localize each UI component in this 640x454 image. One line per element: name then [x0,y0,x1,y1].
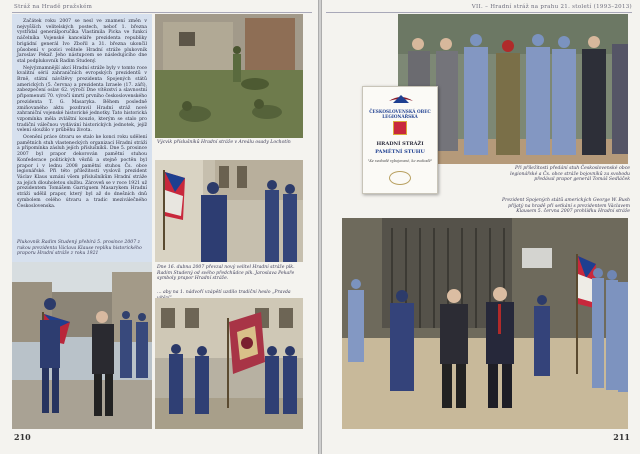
paragraph: Nejvýznamnější akcí Hradní stráže byly v tomto roce kvalitní sérií zahraničních evropských prezidentů v Brně, státní návštěvy prezidenta Spojených států amerických (5. června) a prezidenta Izraele (17. září), zabezpečení oslav 62. výročí Dne vítězství a slavnostní připomenutí 70. výročí úmrtí prvního československého prezidenta T. G. Masaryka. Během posledně zmiňovaného aktu pozdravil Hradní stráž nové zahraniční vojenské historické jednotky. Tato historická vzpomínka měla zvláštní kouzlo, kterým se stalo pro tradiční válečnou vydávání historických jednotek, jejíž velení sloužilo v průběhu života. [17,65,147,134]
photo-courtyard-flag [155,298,303,429]
caption-left-photo: Plukovník Radim Studený přebírá 5. prosince 2007 z rukou prezidenta Václava Klause repliku historického praporu Hradní stráže z roku 1921 [17,240,142,257]
caption-mid-photo-2: … aby na 1. nádvoří vzápětí uzdilo tradiční heslo „Pravda [157,290,291,295]
right-page [322,0,640,454]
shield-icon [393,121,407,135]
paragraph: Ocenění práce útvaru se stalo ke konci roku udělení pamětních stuh vlasteneckých organizací Hradní stráži a připomínka zásluh jejích příslušníků. Dne 5. prosince 2007 byl prapor dekorován pamětní stuhou Konfederace politických vězňů a stejně poctěn byl prapor i v lednu 2008 pamětní stuhou Čs. obce legionářské. Při této příležitosti vyslovil prezident Václav Klaus uznání všem příslušníkům Hradní stráže za jejich dlouholetou službu. Zároveň se v roce 1921 už prezidentem Tomášem Garriguem Masarykem Hradní stráži udělil prapor, který byl až do dnešních dnů symbolem celého útvaru a tradic meziválečného Československa. [17,135,147,209]
body-text [17,19,147,210]
page-number-left: 210 [14,432,31,442]
running-header-left: Stráž na Hradě pražském [14,4,93,10]
header-rule [12,12,312,13]
photo-presidents-review [342,218,628,429]
caption-top-photo: Výcvik příslušníků Hradní stráže v Areálu osady Lochotín [157,140,291,145]
header-rule [326,12,632,13]
seal-icon [389,171,411,185]
caption-right-top: Při příležitosti předání stuh Československé obce legionářské a Čs. obce stráže bojovníků za svobodu předával prapor generál Tomáš Sedláček [510,166,630,183]
caption-right-bottom: Prezident Spojených států amerických George W. Bush přijatý na hradě při setkání s prezidentem Václavem Klausem 5. června 2007 prohlídku Hradní stráže [502,198,630,215]
certificate-title: PAMĚTNÍ STUHU [375,149,425,155]
certificate-card [362,86,438,194]
left-page [0,0,318,454]
photo-flag-ceremony [12,262,152,429]
certificate-recipient: HRADNÍ STRÁŽI [376,141,424,147]
photo-commander-handover [155,160,303,262]
certificate-motto: "Ke svobodě vybojované, ke svobodě" [367,159,433,163]
paragraph: Začátek roku 2007 se nesl ve znamení změn v nejvyšších velitelských postech, neboť 1. března vystřídal generálporučíka Vlastimila Picka ve funkci náčelníka Vojenské kanceláře prezidenta republiky brigádní generál Ivo Zbořil a 31. března ukončil působení v pozici velitele Hradní stráže plukovník Jaroslav Pekař. Jeho nástupcem se následujícího dne stal podplukovník Radim Studený. [17,19,147,64]
certificate-org: ČESKOSLOVENSKÁ OBEC LEGIONÁŘSKÁ [369,109,431,119]
caption-mid-photo: Dne 16. dubna 2007 převzal nový velitel Hradní stráže plk. Radim Studený od svého předchůdce plk. Jaroslava Pekaře symboly prapor Hradní stráže. [157,265,295,282]
page-number-right: 211 [613,432,630,442]
photo-field-training [155,14,303,138]
running-header-right: VII. – Hradní stráž na prahu 21. století (1993–2013) [471,4,632,10]
